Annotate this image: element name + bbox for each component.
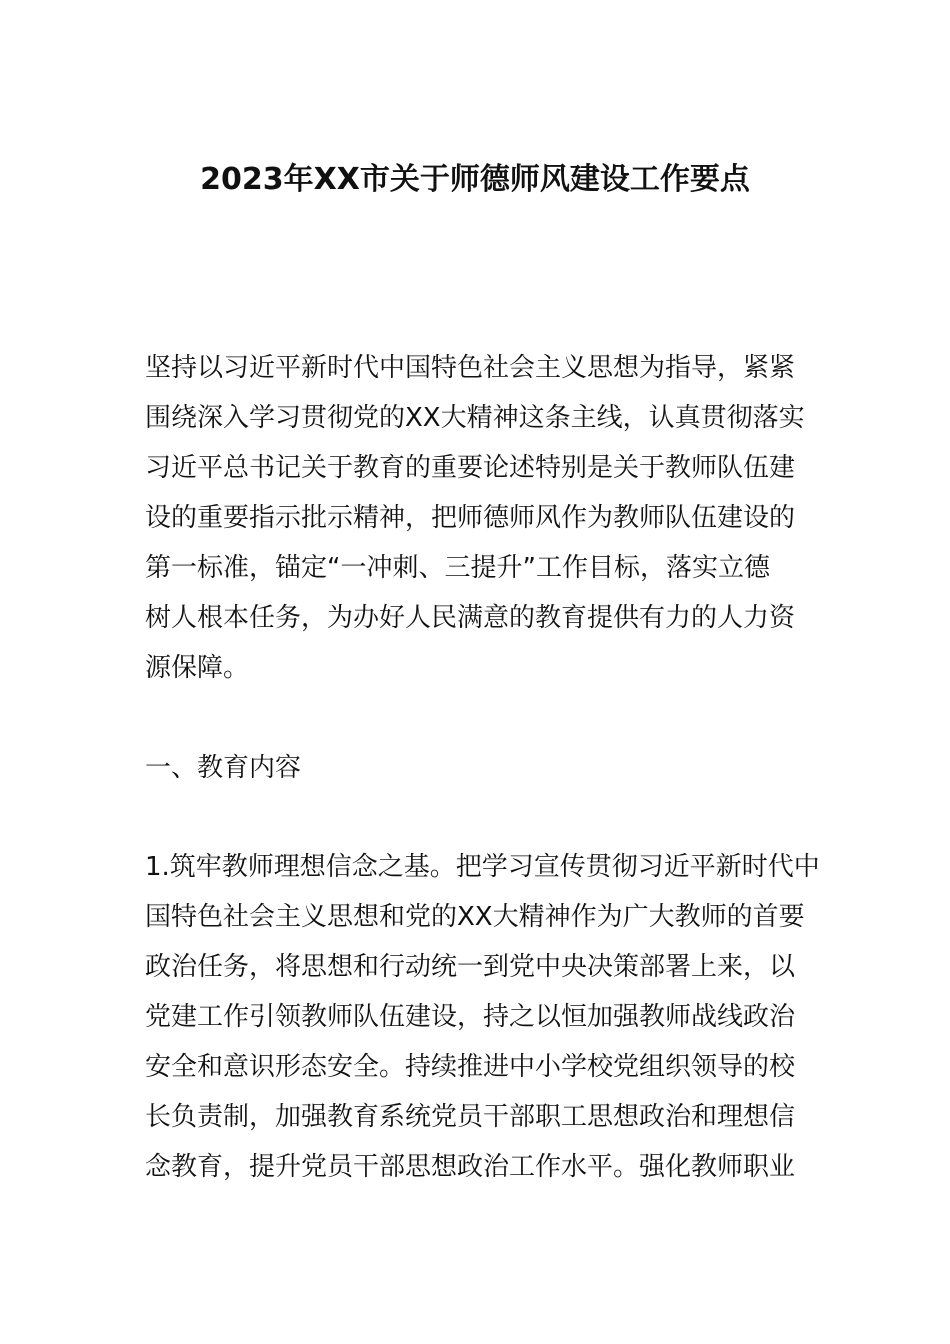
paragraph-line: 坚持以习近平新时代中国特色社会主义思想为指导，紧紧 [145,353,796,383]
paragraph-line: 围绕深入学习贯彻党的XX大精神这条主线，认真贯彻落实 [145,403,805,433]
paragraph-line: 政治任务，将思想和行动统一到党中央决策部署上来，以 [145,952,796,982]
document-title: 2023年XX市关于师德师风建设工作要点 [200,162,750,197]
intro-paragraph [145,343,805,693]
section-heading [145,743,301,793]
paragraph-line: 树人根本任务，为办好人民满意的教育提供有力的人力资 [145,603,796,633]
paragraph-line: 源保障。 [145,653,250,683]
section-1-paragraph [145,842,820,1192]
paragraph-line: 党建工作引领教师队伍建设，持之以恒加强教师战线政治 [145,1002,796,1032]
paragraph-line: 设的重要指示批示精神，把师德师风作为教师队伍建设的 [145,503,796,533]
paragraph-line: 第一标准，锚定“一冲刺、三提升”工作目标，落实立德 [145,553,770,583]
paragraph-line: 长负责制，加强教育系统党员干部职工思想政治和理想信 [145,1102,796,1132]
paragraph-line: 国特色社会主义思想和党的XX大精神作为广大教师的首要 [145,902,805,932]
paragraph-line: 念教育，提升党员干部思想政治工作水平。强化教师职业 [145,1152,796,1182]
section-heading-text: 一、教育内容 [145,753,302,783]
paragraph-line: 1.筑牢教师理想信念之基。把学习宣传贯彻习近平新时代中 [145,852,820,882]
paragraph-line: 习近平总书记关于教育的重要论述特别是关于教师队伍建 [145,453,796,483]
paragraph-line: 安全和意识形态安全。持续推进中小学校党组织领导的校 [145,1052,796,1082]
